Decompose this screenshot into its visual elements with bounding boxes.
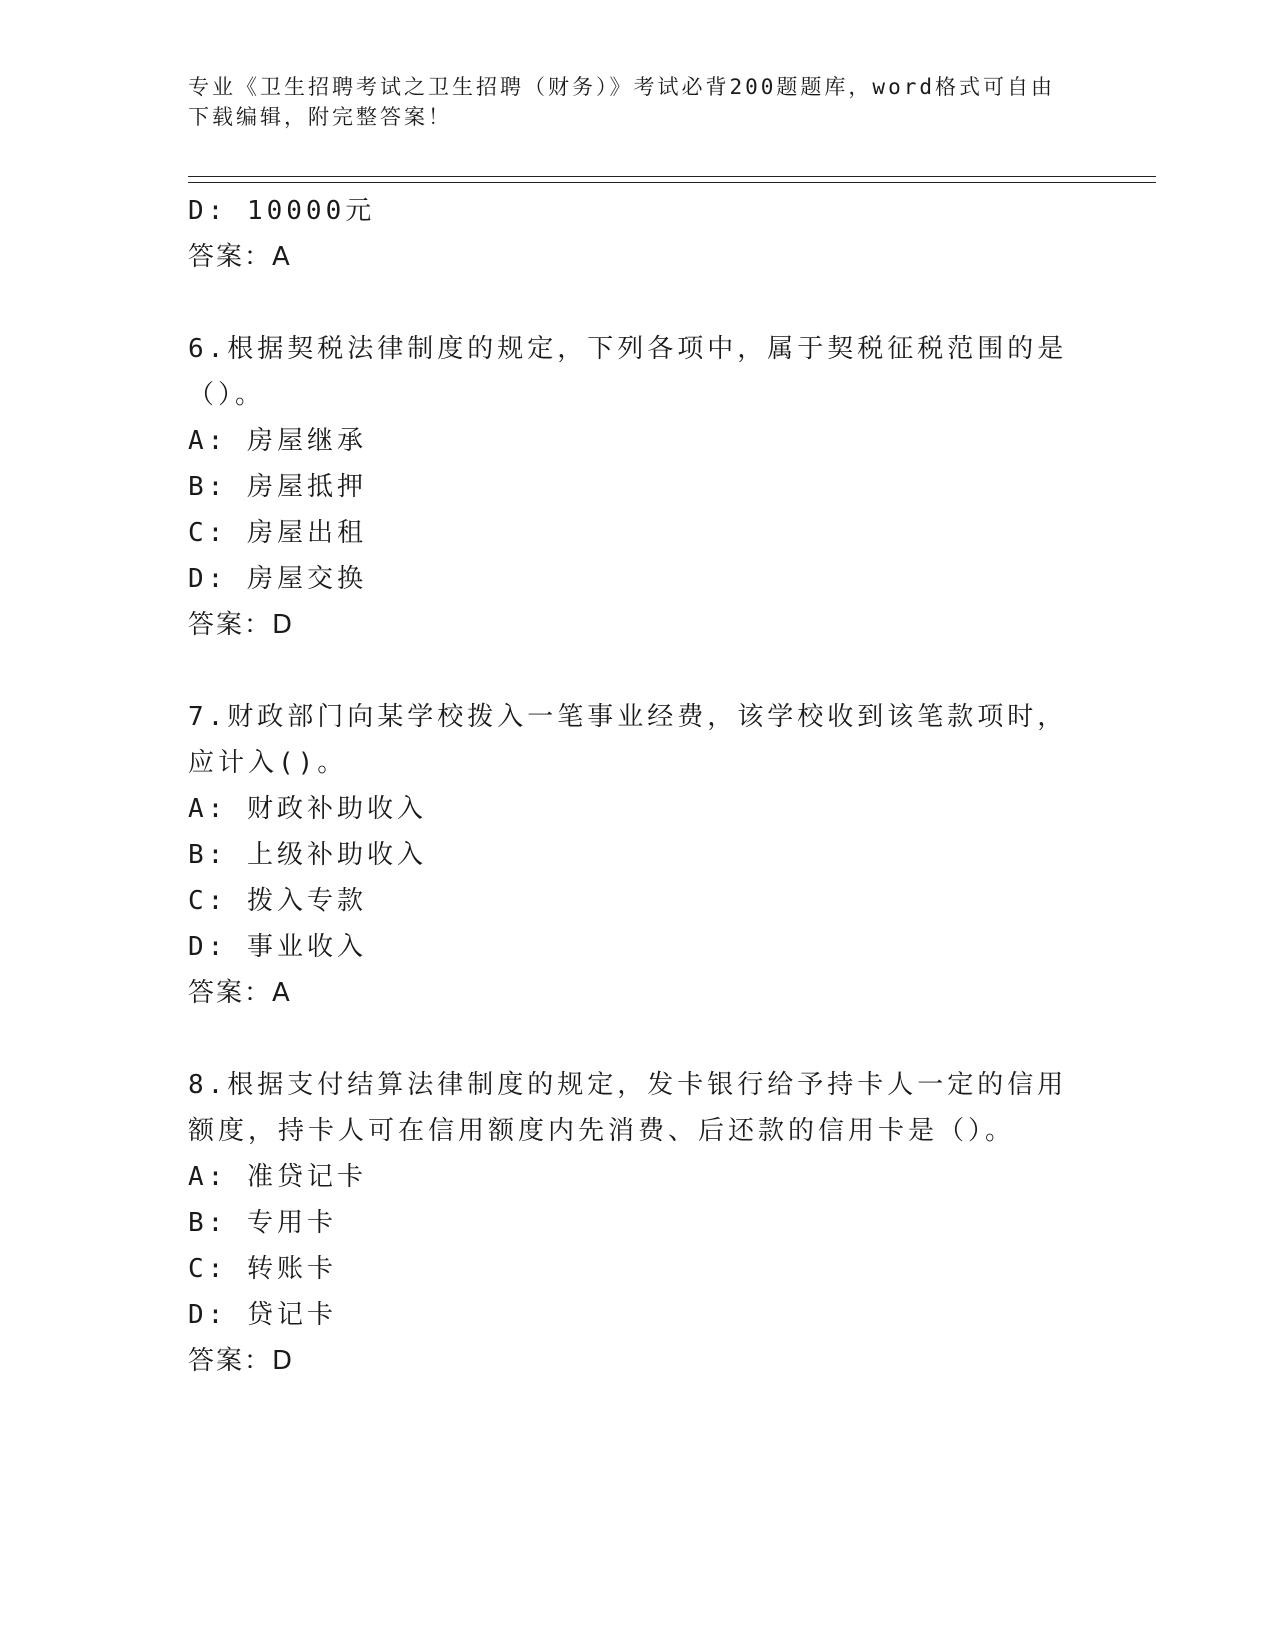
answer-line: 答案：D [188,1346,295,1376]
header-divider-bottom [188,182,1156,183]
option-c: C: 转账卡 [188,1254,337,1284]
question-stem: 6.根据契税法律制度的规定，下列各项中，属于契税征税范围的是（）。 [188,334,1068,410]
question-stem: 7.财政部门向某学校拨入一笔事业经费，该学校收到该笔款项时，应计入()。 [188,702,1068,778]
option-b: B: 上级补助收入 [188,840,427,870]
document-header: 专业《卫生招聘考试之卫生招聘（财务）》考试必背200题题库，word格式可自由下载编辑，附完整答案！ [188,75,1055,129]
question-7 [188,694,1088,1016]
option-d: D: 10000元 [188,196,376,226]
option-c: C: 房屋出租 [188,518,367,548]
option-d: D: 贷记卡 [188,1300,337,1330]
option-d: D: 房屋交换 [188,564,367,594]
question-stem: 8.根据支付结算法律制度的规定，发卡银行给予持卡人一定的信用额度，持卡人可在信用额度内先消费、后还款的信用卡是（）。 [188,1070,1068,1146]
answer-line: 答案：D [188,610,295,640]
previous-question-tail [188,188,1088,280]
option-a: A: 财政补助收入 [188,794,427,824]
document-body [188,188,1088,1384]
question-6 [188,326,1088,648]
option-b: B: 房屋抵押 [188,472,367,502]
option-a: A: 房屋继承 [188,426,367,456]
option-c: C: 拨入专款 [188,886,367,916]
answer-line: 答案：A [188,242,292,272]
option-a: A: 准贷记卡 [188,1162,367,1192]
header-divider-top [188,176,1156,177]
question-8 [188,1062,1088,1384]
answer-line: 答案：A [188,978,292,1008]
option-d: D: 事业收入 [188,932,367,962]
option-b: B: 专用卡 [188,1208,337,1238]
